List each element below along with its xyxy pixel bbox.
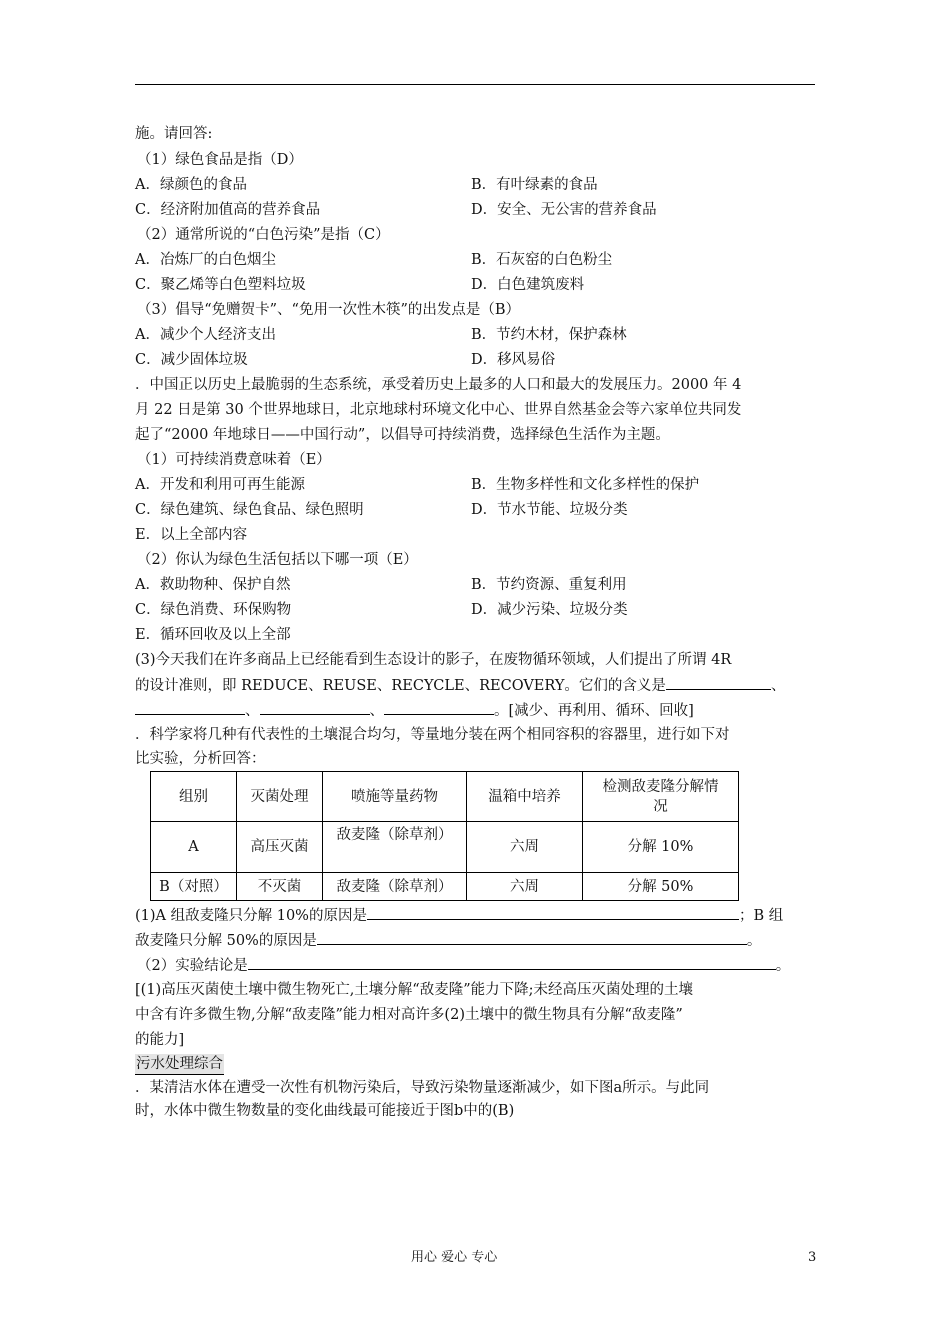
- table-cell: 敌麦隆（除草剂）: [323, 873, 467, 901]
- answer-blank[interactable]: [135, 700, 245, 715]
- question-2-3: (3)今天我们在许多商品上已经能看到生态设计的影子，在废物循环领域，人们提出了所谓 4R: [135, 652, 732, 668]
- option: B．节约木材，保护森林: [471, 327, 627, 343]
- table-header: [583, 772, 739, 822]
- section-heading: 污水处理综合: [135, 1054, 224, 1075]
- table-header-row: [151, 772, 739, 822]
- question-2-2: （2）你认为绿色生活包括以下哪一项（E）: [137, 552, 418, 568]
- option: B．有叶绿素的食品: [471, 177, 598, 193]
- paragraph-line: ．某清洁水体在遭受一次性有机物污染后，导致污染物量逐渐减少，如下图a所示。与此同: [135, 1080, 710, 1096]
- question-3-2: [137, 955, 790, 976]
- question-2-3-line3: [135, 700, 694, 721]
- answer-line: [(1)高压灭菌使土壤中微生物死亡,土壤分解“敌麦隆”能力下降;未经高压灭菌处理的土壤: [135, 982, 694, 998]
- text: 敌麦隆只分解 50%的原因是: [135, 933, 317, 949]
- answer-line: 的能力]: [135, 1032, 185, 1048]
- answer-blank[interactable]: [260, 700, 370, 715]
- option: A．开发和利用可再生能源: [135, 477, 305, 493]
- question-1-2: （2）通常所说的“白色污染”是指（C）: [137, 227, 390, 243]
- footer-motto: 用心 爱心 专心: [411, 1250, 498, 1265]
- paragraph-line: 比实验，分析回答：: [135, 751, 266, 767]
- table-cell: 六周: [467, 873, 583, 901]
- option: A．绿颜色的食品: [135, 177, 247, 193]
- option: E．循环回收及以上全部: [135, 627, 291, 643]
- answer-blank[interactable]: [384, 700, 494, 715]
- option: C．减少固体垃圾: [135, 352, 248, 368]
- separator: 、: [245, 703, 260, 719]
- option: D．白色建筑废料: [471, 277, 585, 293]
- option: E．以上全部内容: [135, 527, 248, 543]
- question-2-1: （1）可持续消费意味着（E）: [137, 452, 331, 468]
- option: B．节约资源、重复利用: [471, 577, 627, 593]
- option: C．聚乙烯等白色塑料垃圾: [135, 277, 306, 293]
- page-number: 3: [808, 1250, 817, 1265]
- answer-line: 中含有许多微生物,分解“敌麦隆”能力相对高许多(2)土壤中的微生物具有分解“敌麦隆”: [135, 1007, 683, 1023]
- header-line: 检测敌麦隆分解情: [602, 778, 719, 795]
- table-row: [151, 873, 739, 901]
- option: B．石灰窑的白色粉尘: [471, 252, 613, 268]
- table-header: 组别: [151, 772, 237, 822]
- table-cell: 敌麦隆（除草剂）: [323, 822, 467, 873]
- table-cell: A: [151, 822, 237, 873]
- table-cell: 不灭菌: [237, 873, 323, 901]
- option: C．绿色建筑、绿色食品、绿色照明: [135, 502, 364, 518]
- table-cell: 分解 10%: [583, 822, 739, 873]
- paragraph-line: ．科学家将几种有代表性的土壤混合均匀，等量地分装在两个相同容积的容器里，进行如下对: [135, 727, 730, 743]
- question-1-1: （1）绿色食品是指（D）: [137, 152, 303, 168]
- table-header: 喷施等量药物: [323, 772, 467, 822]
- question-3-1-line2: [135, 930, 761, 951]
- table-cell: 高压灭菌: [237, 822, 323, 873]
- option: C．绿色消费、环保购物: [135, 602, 292, 618]
- text: (1)A 组敌麦隆只分解 10%的原因是: [135, 908, 367, 924]
- option: A．救助物种、保护自然: [135, 577, 291, 593]
- question-2-3-line2: [135, 675, 785, 696]
- text: （2）实验结论是: [137, 958, 248, 974]
- option: A．减少个人经济支出: [135, 327, 276, 343]
- paragraph-line: ．中国正以历史上最脆弱的生态系统，承受着历史上最多的人口和最大的发展压力。2000 年 4: [135, 377, 742, 393]
- answer-blank[interactable]: [367, 905, 739, 920]
- option: D．节水节能、垃圾分类: [471, 502, 628, 518]
- answer-blank[interactable]: [248, 955, 776, 970]
- answer-blank[interactable]: [666, 675, 771, 690]
- table-cell: B（对照）: [151, 873, 237, 901]
- answer-blank[interactable]: [317, 930, 747, 945]
- table-cell: 六周: [467, 822, 583, 873]
- separator: 、: [369, 703, 384, 719]
- option: D．减少污染、垃圾分类: [471, 602, 628, 618]
- table-cell: 分解 50%: [583, 873, 739, 901]
- option: D．移风易俗: [471, 352, 556, 368]
- table-header: 灭菌处理: [237, 772, 323, 822]
- option: B．生物多样性和文化多样性的保护: [471, 477, 700, 493]
- text: 。: [775, 958, 791, 974]
- table-row: [151, 822, 739, 873]
- text: ；B 组: [738, 908, 784, 924]
- experiment-table: [150, 771, 739, 901]
- text: 的设计准则，即 REDUCE、REUSE、RECYCLE、RECOVERY。它们的含义是: [135, 678, 666, 694]
- option: C．经济附加值高的营养食品: [135, 202, 321, 218]
- paragraph-line: 起了“2000 年地球日——中国行动”，以倡导可持续消费，选择绿色生活作为主题。: [135, 427, 670, 443]
- header-line: 况: [653, 798, 668, 815]
- header-rule: [135, 84, 815, 85]
- table-header: 温箱中培养: [467, 772, 583, 822]
- paragraph-line: 时，水体中微生物数量的变化曲线最可能接近于图b中的(B): [135, 1103, 515, 1119]
- answer-text: 。[减少、再利用、循环、回收]: [494, 703, 694, 719]
- text: 。: [746, 933, 762, 949]
- paragraph-line: 月 22 日是第 30 个世界地球日，北京地球村环境文化中心、世界自然基金会等六家单位共同发: [135, 402, 742, 418]
- text-line: 施。请回答:: [135, 126, 213, 142]
- question-1-3: （3）倡导“免赠贺卡”、“免用一次性木筷”的出发点是（B）: [137, 302, 521, 318]
- option: A．冶炼厂的白色烟尘: [135, 252, 276, 268]
- option: D．安全、无公害的营养食品: [471, 202, 657, 218]
- question-3-1-line1: [135, 905, 783, 926]
- separator: 、: [770, 678, 786, 694]
